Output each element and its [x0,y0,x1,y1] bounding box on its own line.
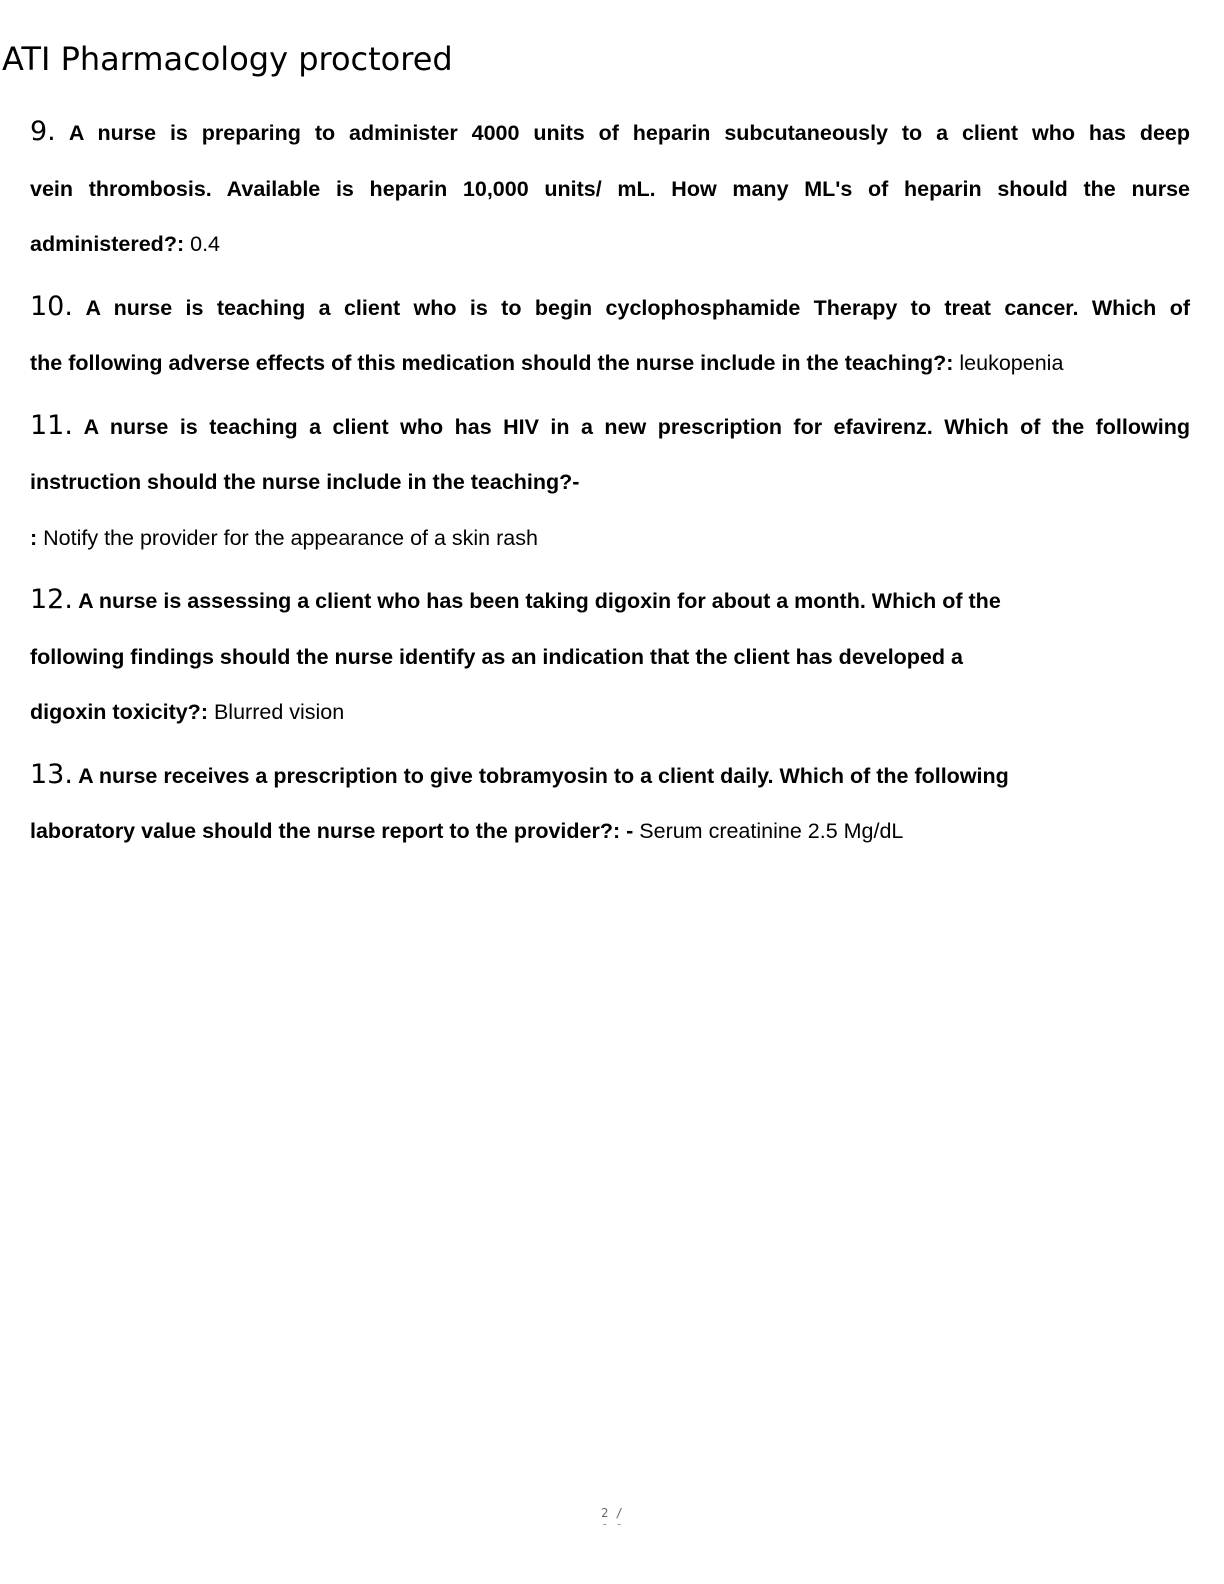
answer-text: leukopenia [959,351,1064,375]
question-text-line [30,572,1190,630]
question-item [30,398,1190,567]
question-text: A nurse is teaching a client who has HIV in a new prescription for efavirenz. Which of the following [83,414,1190,439]
page-number: 2 / [601,1506,623,1520]
question-item [30,572,1190,741]
page-number-decoration: - - [601,1519,623,1529]
answer-text: Serum creatinine 2.5 Mg/dL [639,819,904,843]
question-item [30,104,1190,273]
question-text: laboratory value should the nurse report to the provider?: - [30,819,634,843]
question-answer-line [30,804,1190,860]
question-number: 11. [30,409,73,441]
answer-text: Notify the provider for the appearance of a skin rash [43,525,538,550]
answer-text: 0.4 [190,232,220,256]
question-number: 12. [30,584,73,615]
question-text: A nurse is teaching a client who is to begin cyclophosphamide Therapy to treat cancer. Which of [85,295,1190,320]
question-number: 13. [30,758,73,790]
question-item [30,747,1190,860]
question-number: 10. [30,290,73,322]
document-title: ATI Pharmacology proctored [2,40,453,78]
question-item [30,279,1190,392]
question-text: digoxin toxicity?: [30,700,208,724]
question-text: A nurse receives a prescription to give tobramyosin to a client daily. Which of the following [78,763,1009,788]
question-text-line: instruction should the nurse include in the teaching?- [30,470,580,494]
question-text: A nurse is preparing to administer 4000 units of heparin subcutaneously to a client who has deep [68,121,1190,145]
question-text: A nurse is assessing a client who has been taking digoxin for about a month. Which of the [78,589,1001,613]
question-answer-line [30,217,1190,273]
question-text-line [30,104,1190,162]
question-answer-line [30,336,1190,392]
question-text-line: vein thrombosis. Available is heparin 10,000 units/ mL. How many ML's of heparin should the nurse [30,176,1190,201]
question-answer-line [30,685,1190,741]
question-answer-line [30,511,1190,567]
question-text: the following adverse effects of this medication should the nurse include in the teaching?: [30,351,954,375]
question-text-line [30,747,1190,805]
question-text-line [30,398,1190,456]
question-text: administered?: [30,232,185,256]
answer-prefix: : [30,525,38,550]
question-text-line [30,279,1190,337]
question-number: 9. [30,116,56,147]
question-text-line: following findings should the nurse identify as an indication that the client has developed a [30,644,963,669]
question-list [30,104,1190,866]
answer-text: Blurred vision [213,700,345,724]
